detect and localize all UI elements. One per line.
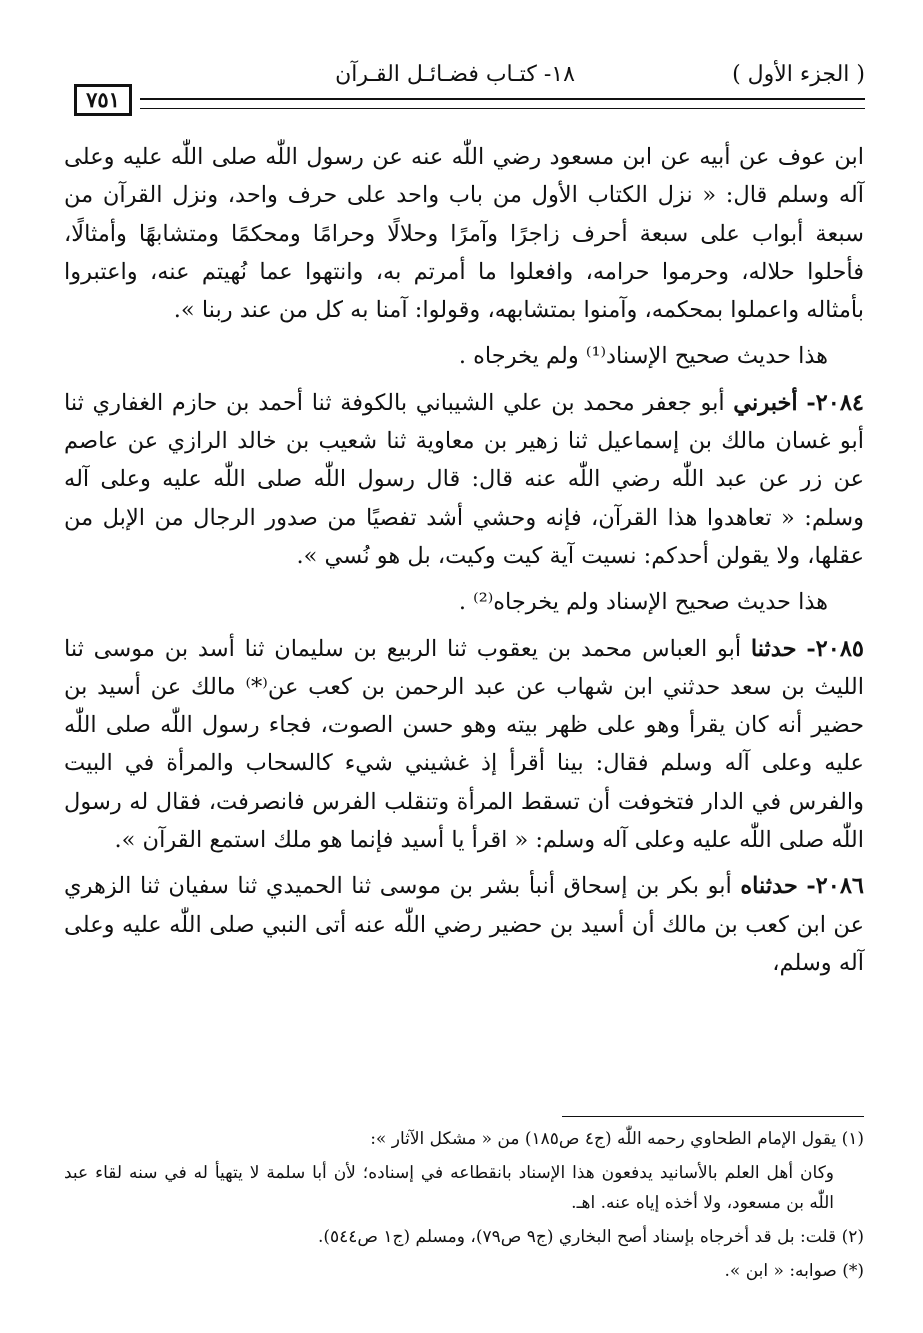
- footnote: (٢) قلت: بل قد أخرجاه بإسناد أصح البخاري (ج٩ ص٧٩)، ومسلم (ج١ ص٥٤٤).: [317, 1227, 864, 1247]
- footnote: (١) يقول الإمام الطحاوي رحمه اللّٰه (ج٤ ص١٨٥) من « مشكل الآثار »:: [370, 1129, 864, 1149]
- hadith-2086: [64, 867, 864, 982]
- body-text: [64, 138, 864, 990]
- hadith-lead: أخبرني: [733, 389, 798, 416]
- hadith-number: ٢٠٨٦-: [806, 873, 865, 900]
- hadith-text: أبو جعفر محمد بن علي الشيباني بالكوفة ثنا أحمد بن حازم الغفاري ثنا أبو غسان مالك بن إسماعيل ثنا زهير بن معاوية ثنا شعيب بن خالد الرازي عن عاصم عن زر عن عبد اللّٰه رضي اللّٰه عنه قال: قال رسول اللّٰه صلى اللّٰه عليه وعلى آله وسلم: « تعاهدوا هذا القرآن، فإنه وحشي أشد تفصيًا من صدور الرجال من الإبل من عقلها، ولا يقولن أحدكم: نسيت آية كيت وكيت، بل هو نُسي ».: [64, 389, 864, 569]
- chapter-title: ١٨- كتـاب فضـائـل القـرآن: [335, 62, 575, 87]
- hadith-number: ٢٠٨٥-: [806, 635, 864, 662]
- footnotes: [64, 1124, 864, 1290]
- footnote: (*) صوابه: « ابن ».: [724, 1261, 864, 1281]
- hadith-2085: [64, 630, 864, 860]
- hadith-number: ٢٠٨٤-: [806, 389, 864, 416]
- hadith-lead: حدثنا: [750, 635, 797, 662]
- paragraph: هذا حديث صحيح الإسناد ولم يخرجاه⁽²⁾ .: [458, 589, 828, 616]
- hadith-2084: [64, 384, 864, 575]
- footnote-continuation: وكان أهل العلم بالأسانيد يدفعون هذا الإسناد بانقطاعه في إسناده؛ لأن أبا سلمة لا يتهيأ له في سنه لقاء عبد اللّٰه بن مسعود، ولا أخذه إياه عنه. اهـ.: [64, 1163, 834, 1213]
- paragraph: هذا حديث صحيح الإسناد⁽¹⁾ ولم يخرجاه .: [458, 343, 828, 370]
- volume-label: ( الجزء الأول ): [732, 62, 865, 87]
- hadith-text: أبو بكر بن إسحاق أنبأ بشر بن موسى ثنا الحميدي ثنا سفيان ثنا الزهري عن ابن كعب بن مالك أن أسيد بن حضير رضي اللّٰه عنه أتى النبي صلى اللّٰه عليه وعلى آله وسلم،: [64, 873, 864, 976]
- hadith-text: أبو العباس محمد بن يعقوب ثنا الربيع بن سليمان ثنا أسد بن موسى ثنا الليث بن سعد حدثني ابن شهاب عن عبد الرحمن بن كعب عن⁽*⁾ مالك عن أسيد بن حضير أنه كان يقرأ وهو على ظهر بيته وهو حسن الصوت، فجاء رسول اللّٰه صلى اللّٰه عليه وعلى آله وسلم فقال: بينا أقرأ إذ غشيني شيء كالسحاب والمرأة في البيت والفرس في الدار فتخوفت أن تسقط المرأة وتنقلب الفرس فانصرفت، فقال له رسول اللّٰه صلى اللّٰه عليه وعلى آله وسلم: « اقرأ يا أسيد فإنما هو ملك استمع القرآن ».: [64, 635, 864, 854]
- paragraph: ابن عوف عن أبيه عن ابن مسعود رضي اللّٰه عنه عن رسول اللّٰه صلى اللّٰه عليه وعلى آله وسلم قال: « نزل الكتاب الأول من باب واحد على حرف واحد، ونزل القرآن من سبعة أبواب على سبعة أحرف زاجرًا وآمرًا وحلالًا وحرامًا ومحكمًا ومتشابهًا وأمثالًا، فأحلوا حلاله، وحرموا حرامه، وافعلوا ما أمرتم به، وانتهوا عما نُهيتم عنه، واعتبروا بأمثاله واعملوا بمحكمه، وآمنوا بمتشابهه، وقولوا: آمنا به كل من عند ربنا ».: [64, 144, 864, 324]
- footnote-rule: [562, 1116, 864, 1117]
- hadith-lead: حدثناه: [740, 873, 798, 900]
- page-number: ٧٥١: [74, 84, 132, 116]
- header-rule: [140, 98, 865, 109]
